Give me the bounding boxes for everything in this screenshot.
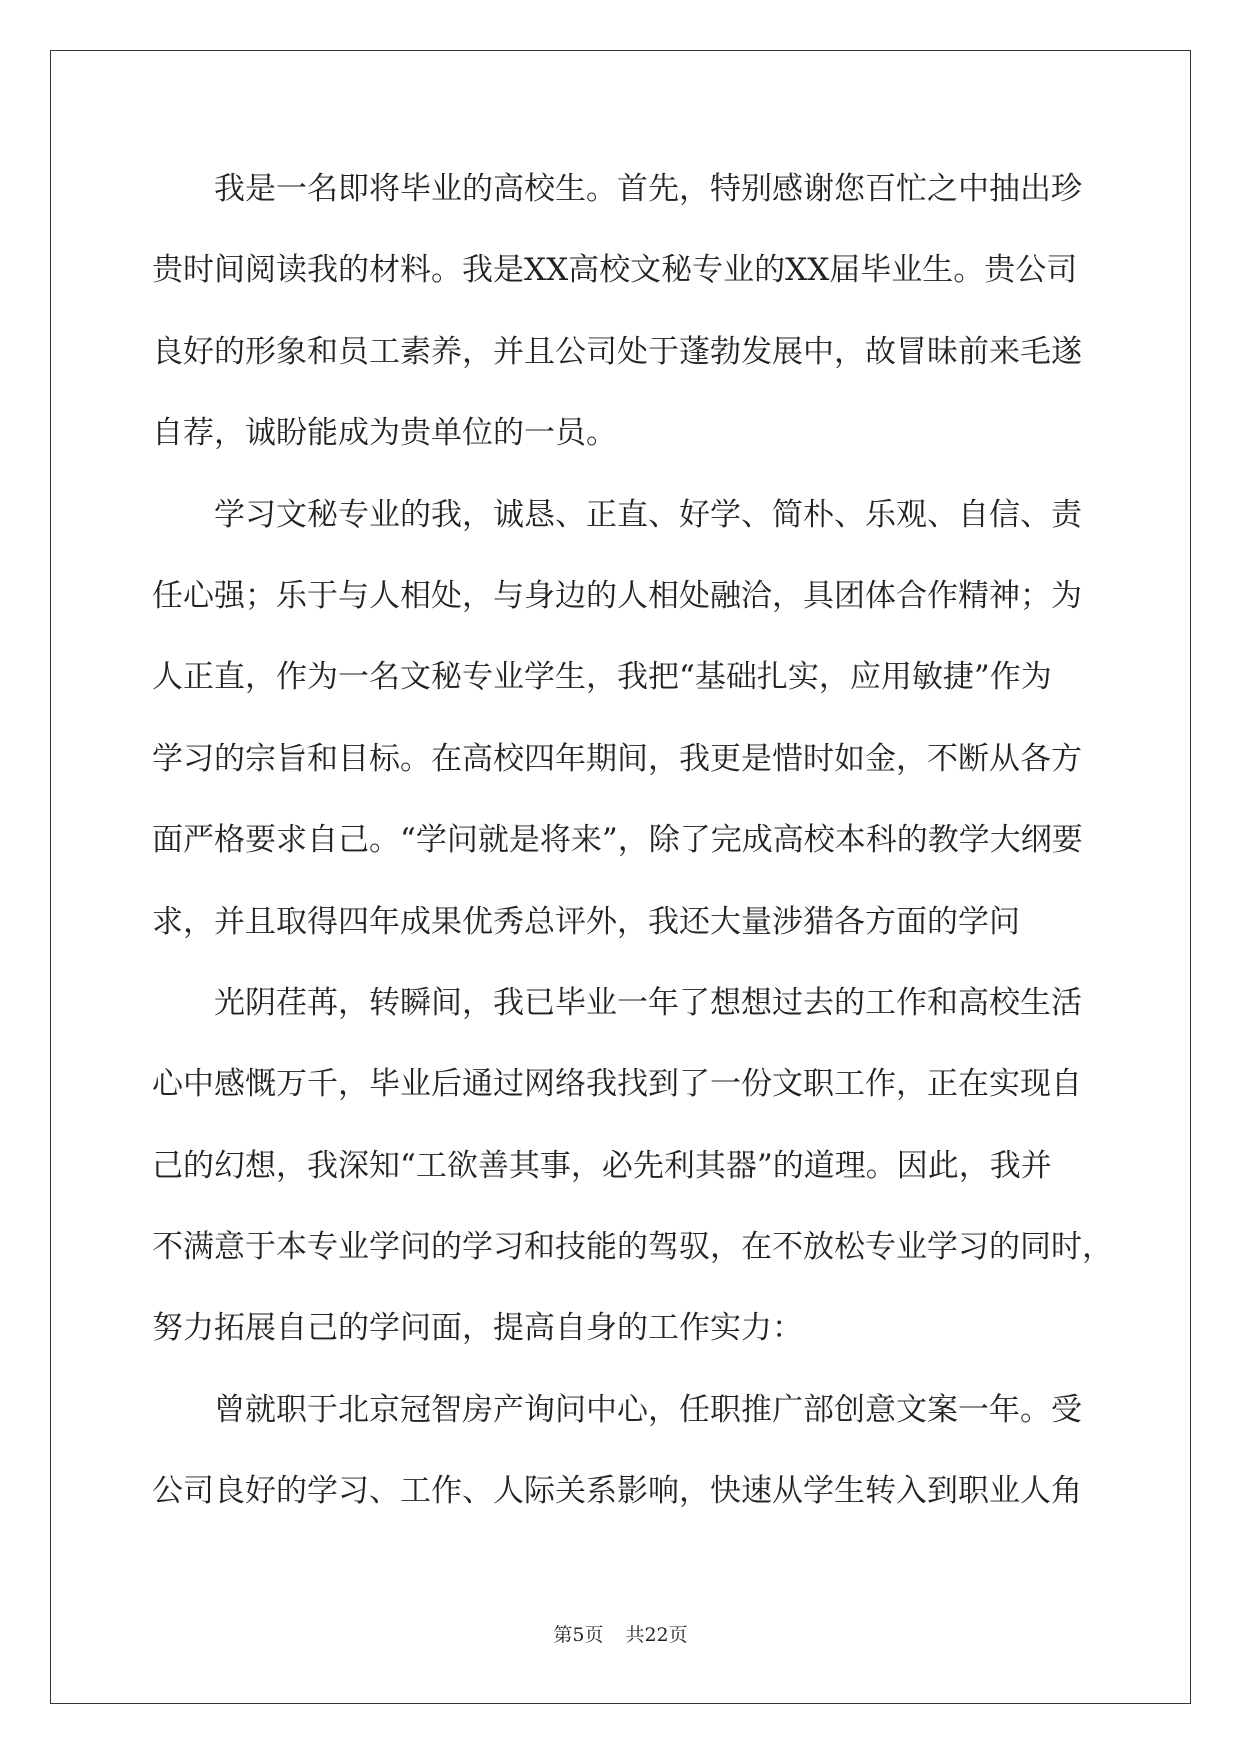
paragraph-2-line-4: 学习的宗旨和目标。在高校四年期间，我更是惜时如金，不断从各方: [152, 740, 1082, 777]
paragraph-3-line-5: 努力拓展自己的学问面，提高自身的工作实力：: [152, 1310, 803, 1347]
paragraph-2-line-6: 求，并且取得四年成果优秀总评外，我还大量涉猎各方面的学问: [152, 903, 1020, 940]
paragraph-3-line-3: 己的幻想，我深知“工欲善其事，必先利其器”的道理。因此，我并: [152, 1147, 1052, 1184]
page-footer: [0, 1620, 1241, 1647]
paragraph-3-line-4: 不满意于本专业学问的学习和技能的驾驭，在不放松专业学习的同时，: [152, 1229, 1113, 1266]
paragraph-4-line-2: 公司良好的学习、工作、人际关系影响，快速从学生转入到职业人角: [152, 1473, 1082, 1510]
paragraph-1-line-1: 我是一名即将毕业的高校生。首先，特别感谢您百忙之中抽出珍: [214, 171, 1082, 207]
paragraph-1-line-2: 贵时间阅读我的材料。我是XX高校文秘专业的XX届毕业生。贵公司: [152, 252, 1078, 289]
paragraph-1-line-4: 自荐，诚盼能成为贵单位的一员。: [152, 415, 617, 452]
document-body: [152, 159, 1113, 1543]
page-number: 第5页: [553, 1624, 604, 1646]
paragraph-1-line-3: 良好的形象和员工素养，并且公司处于蓬勃发展中，故冒昧前来毛遂: [152, 333, 1082, 370]
paragraph-2-line-1: 学习文秘专业的我，诚恳、正直、好学、简朴、乐观、自信、责: [214, 496, 1082, 533]
paragraph-4-line-1: 曾就职于北京冠智房产询问中心，任职推广部创意文案一年。受: [214, 1391, 1082, 1428]
paragraph-3-line-1: 光阴荏苒，转瞬间，我已毕业一年了想想过去的工作和高校生活: [214, 984, 1082, 1021]
paragraph-2-line-5: 面严格要求自己。“学问就是将来”，除了完成高校本科的教学大纲要: [152, 822, 1083, 859]
paragraph-3-line-2: 心中感慨万千，毕业后通过网络我找到了一份文职工作，正在实现自: [152, 1066, 1082, 1103]
paragraph-2-line-2: 任心强；乐于与人相处，与身边的人相处融洽，具团体合作精神；为: [152, 577, 1082, 614]
page-total: 共22页: [625, 1624, 688, 1646]
paragraph-2-line-3: 人正直，作为一名文秘专业学生，我把“基础扎实，应用敏捷”作为: [152, 659, 1052, 696]
